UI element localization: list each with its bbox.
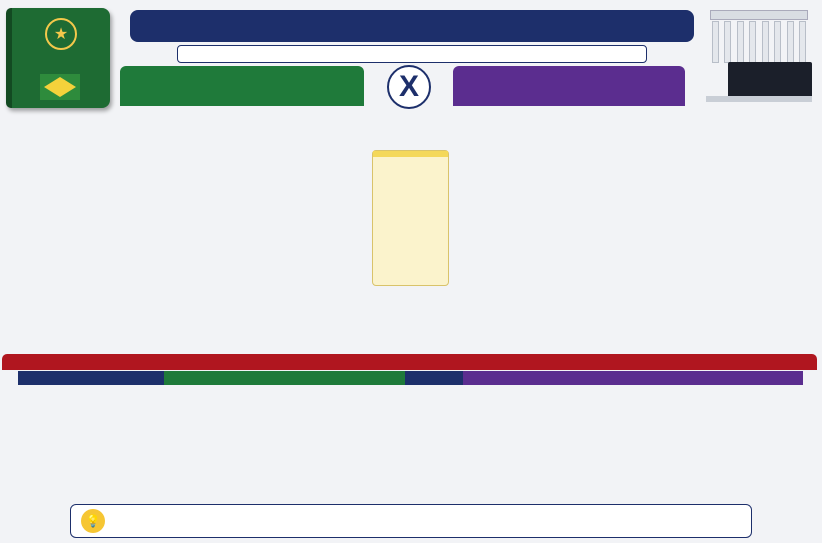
adi-header <box>453 66 685 106</box>
comparativo-title <box>2 354 817 370</box>
header-mi <box>164 371 405 385</box>
resumo-box <box>70 504 752 538</box>
stf-plate <box>728 62 812 100</box>
header-aspecto <box>18 371 164 385</box>
header-adi <box>463 371 803 385</box>
brazil-flag-icon <box>40 74 80 100</box>
lightbulb-icon: 💡 <box>81 509 105 533</box>
brazil-seal-icon: ★ <box>45 18 77 50</box>
header-versus <box>405 371 463 385</box>
fundamento-box <box>372 150 449 286</box>
page-title <box>130 10 694 42</box>
versus-x-icon: X <box>387 65 431 109</box>
mi-header <box>120 66 364 106</box>
constitution-book-image <box>6 8 110 108</box>
page-subtitle <box>177 45 647 63</box>
stf-building-image <box>700 4 818 104</box>
